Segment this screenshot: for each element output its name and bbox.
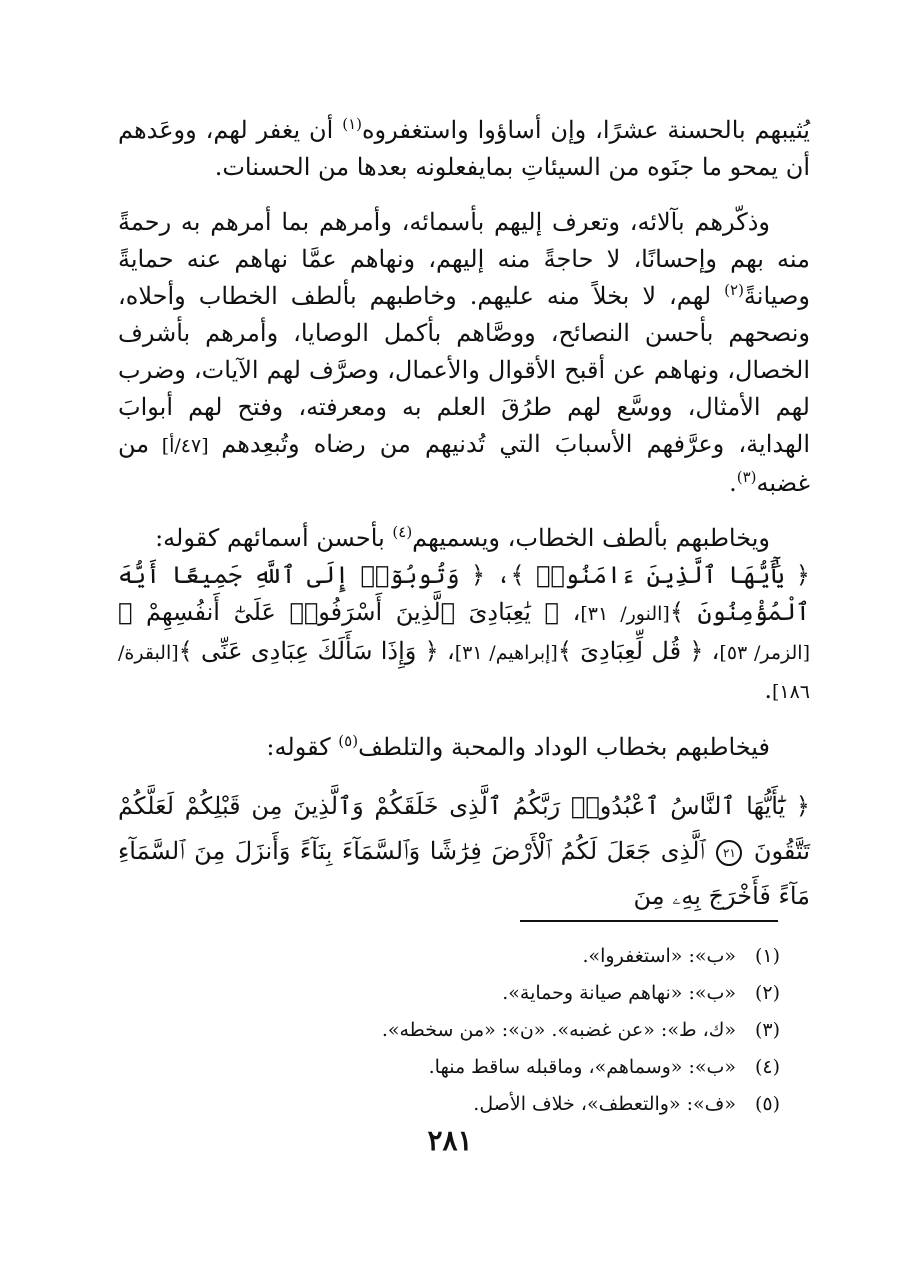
surah-ref: [الزمر/ ٥٣]: [719, 642, 810, 664]
text-run: كقوله:: [266, 733, 339, 761]
ayah-number-marker: ٢١: [716, 840, 742, 866]
paragraph-4: [118, 729, 810, 766]
quran-verse: ﴿ يَٰٓأَيُّهَا ٱلنَّاسُ ٱعْبُدُوا۟ رَبَّكُمُ ٱلَّذِى خَلَقَكُمْ وَٱلَّذِينَ مِن قَبْلِكُمْ لَعَلَّكُمْ تَتَّقُونَ: [118, 792, 810, 865]
footnote-text: «ب»: «استغفروا».: [582, 945, 736, 967]
paragraph-2: [118, 204, 810, 502]
footnote-ref-4: (٤): [392, 523, 413, 541]
footnote-number: (٣): [754, 1019, 780, 1041]
footnote-text: «ب»: «نهاهم صيانة وحماية».: [502, 982, 736, 1004]
surah-ref: [البقرة/ ١٨٦]: [118, 642, 810, 703]
footnote-ref-5: (٥): [338, 732, 359, 750]
paragraph-3-intro: [118, 520, 810, 557]
text-run: بأحسن أسمائهم كقوله:: [155, 524, 393, 552]
text-run: أن يغفر لهم، ووعَدهم أن يمحو ما جنَوه من السيئاتِ بمايفعلونه بعدها من الحسنات.: [118, 116, 810, 181]
main-text: [118, 112, 810, 937]
surah-ref: [إبراهيم/ ٣١]: [454, 642, 558, 664]
footnote-number: (٥): [754, 1093, 780, 1115]
manuscript-folio-ref: [٤٧/أ]: [149, 435, 222, 457]
footnote-ref-3: (٣): [736, 468, 757, 486]
footnote-text: «ف»: «والتعطف»، خلاف الأصل.: [473, 1093, 736, 1115]
quran-verse: ﴿ يَٰٓأَيُّهَا ٱلَّذِينَ ءَامَنُوا۟ ﴾، ﴿ وَتُوبُوٓا۟ إِلَى ٱللَّهِ جَمِيعًا أَيُّهَ ٱلْمُؤْمِنُونَ ﴾: [118, 561, 810, 626]
text-run: يُثيبهم بالحسنة عشرًا، وإن أساؤوا واستغفروه: [361, 116, 810, 144]
quran-verse-continued: ٱلَّذِى جَعَلَ لَكُمُ ٱلْأَرْضَ فِرَٰشًا وَٱلسَّمَآءَ بِنَآءً وَأَنزَلَ مِنَ ٱلسَّمَآءِ مَآءً فَأَخْرَجَ بِهِۦ مِنَ: [118, 837, 810, 910]
quran-verse: ، ﴿ وَإِذَا سَأَلَكَ عِبَادِى عَنِّى ﴾: [178, 637, 455, 665]
text-run: لهم، لا بخلاً منه عليهم. وخاطبهم بألطف الخطاب وأحلاه، ونصحهم بأحسن النصائح، ووصَّاهم بأكمل الوصايا، وأمرهم بأشرف الخصال، ونهاهم عن أقبح الأقوال والأعمال، وصرَّف لهم الآيات، وضرب لهم الأمثال، ووسَّع لهم طرُقَ العلم به ومعرفته، وفتح لهم أبوابَ الهداية، وعرَّفهم الأسبابَ التي تُدنيهم من رضاه وتُبعِدهم: [118, 282, 810, 458]
paragraph-3: [118, 520, 810, 711]
footnote-text: «ك، ط»: «عن غضبه». «ن»: «من سخطه».: [381, 1019, 736, 1041]
footnote-2: [140, 975, 780, 1012]
footnote-number: (١): [754, 945, 780, 967]
footnote-4: [140, 1049, 780, 1086]
paragraph-1: [118, 112, 810, 186]
footnote-1: [140, 938, 780, 975]
footnote-text: «ب»: «وسماهم»، وماقبله ساقط منها.: [428, 1056, 736, 1078]
footnote-divider: [520, 920, 778, 922]
footnote-number: (٢): [754, 982, 780, 1004]
footnote-ref-1: (١): [342, 115, 362, 133]
footnote-5: [140, 1086, 780, 1123]
quran-citations: [118, 557, 810, 711]
footnote-number: (٤): [754, 1056, 780, 1078]
quran-verse: ، ﴿ يَٰعِبَادِىَ ٱلَّذِينَ أَسْرَفُوا۟ عَلَىٰٓ أَنفُسِهِمْ ﴾: [118, 598, 581, 626]
quran-verse: ، ﴿ قُل لِّعِبَادِىَ ﴾: [557, 637, 720, 665]
text-run: .: [764, 676, 772, 704]
text-run: وذكّرهم بآلائه، وتعرف إليهم بأسمائه، وأمرهم بما أمرهم به رحمةً منه بهم وإحسانًا، لا حاجةً منه إليهم، ونهاهم عمَّا نهاهم عنه حمايةً وصيانةً: [118, 208, 810, 310]
text-run: ويخاطبهم بألطف الخطاب، ويسميهم: [412, 524, 770, 552]
quran-block: [118, 784, 810, 919]
text-run: .: [729, 469, 737, 497]
surah-ref: [النور/ ٣١]: [580, 603, 670, 625]
footnote-ref-2: (٢): [724, 281, 744, 299]
text-run: من غضبه: [118, 430, 810, 497]
footnotes: [140, 938, 780, 1123]
footnote-3: [140, 1012, 780, 1049]
text-run: فيخاطبهم بخطاب الوداد والمحبة والتلطف: [358, 733, 770, 761]
page-number: ٢٨١: [427, 1124, 473, 1157]
